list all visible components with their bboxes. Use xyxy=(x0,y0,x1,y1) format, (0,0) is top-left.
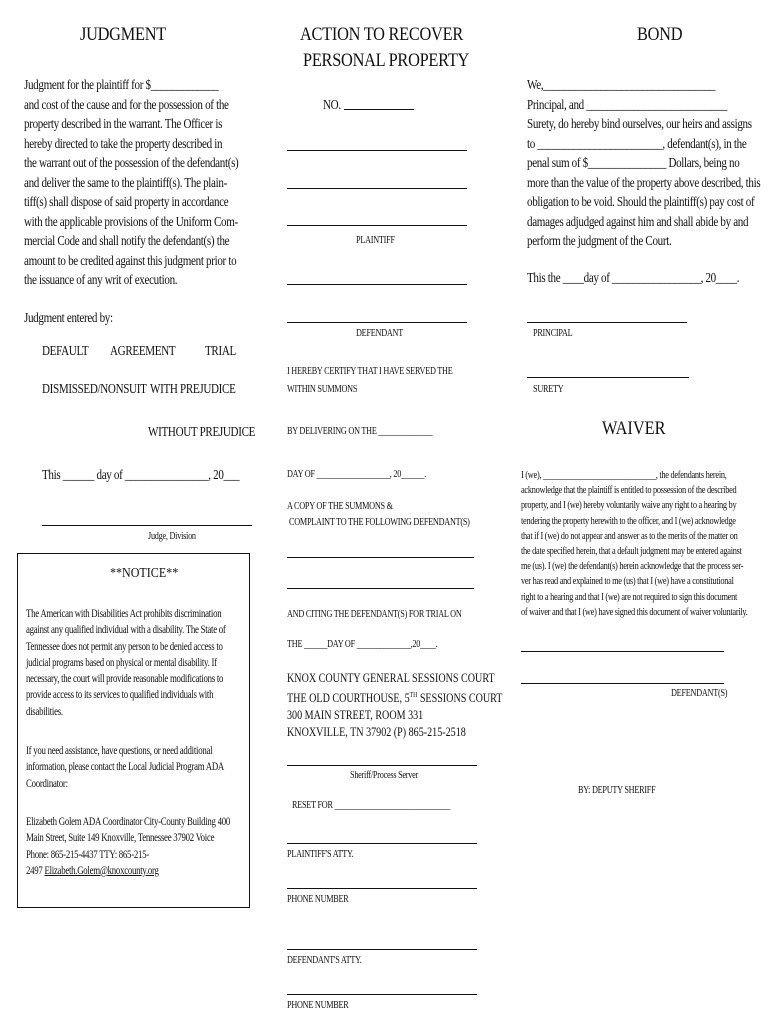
waiver-line: the date specified herein, that a default judgment may be entered against xyxy=(521,546,742,558)
defendant-atty-line[interactable] xyxy=(287,949,477,950)
notice-line xyxy=(26,863,230,879)
waiver-line: property, and I (we) hereby voluntarily waive any right to a hearing by xyxy=(521,500,737,512)
waiver-line: right to a hearing and that I (we) are not required to sign this document xyxy=(521,591,738,603)
served-defendant-line-2[interactable] xyxy=(287,588,474,589)
court-building: THE OLD COURTHOUSE, 5TH SESSIONS COURT xyxy=(287,691,503,706)
surety-signature-line[interactable] xyxy=(527,377,689,378)
plaintiff-phone-label: PHONE NUMBER xyxy=(287,894,349,905)
waiver-line: me (us). I (we) the defendant(s) herein acknowledge that the process ser- xyxy=(521,561,744,573)
principal-label: PRINCIPAL xyxy=(533,328,573,339)
waiver-line: of waiver and that I (we) have signed this document of waiver voluntarily. xyxy=(521,606,748,618)
plaintiff-line-2[interactable] xyxy=(287,188,467,189)
certify-line-2: WITHIN SUMMONS xyxy=(287,384,358,395)
notice-line: Tennessee does not permit any person to be denied access to xyxy=(26,640,223,653)
option-without-prejudice[interactable]: WITHOUT PREJUDICE xyxy=(148,424,256,439)
judgment-line: the issuance of any writ of execution. xyxy=(24,272,178,287)
waiver-paragraph xyxy=(521,468,770,620)
plaintiff-line-3[interactable] xyxy=(287,225,467,226)
court-city-phone: KNOXVILLE, TN 37902 (P) 865-215-2518 xyxy=(287,725,466,740)
notice-line: necessary, the court will provide reasonable modifications to xyxy=(26,673,224,686)
option-with-prejudice[interactable]: WITH PREJUDICE xyxy=(150,381,236,396)
notice-line: Phone: 865-215-4437 TTY: 865-215- xyxy=(26,848,149,861)
case-number-label: NO. xyxy=(323,97,341,112)
waiver-defendant-line-1[interactable] xyxy=(521,651,724,652)
waiver-line: acknowledge that the plaintiff is entitled to possession of the described xyxy=(521,485,737,497)
judge-signature-line[interactable] xyxy=(42,525,252,526)
judge-division-label: Judge, Division xyxy=(148,531,196,542)
plaintiff-line-1[interactable] xyxy=(287,150,467,151)
judgment-line: property described in the warrant. The Officer is xyxy=(24,116,223,131)
court-street: 300 MAIN STREET, ROOM 331 xyxy=(287,708,424,723)
notice-line: Coordinator: xyxy=(26,777,68,790)
notice-line: disabilities. xyxy=(26,705,63,718)
notice-phone-suffix: 2497 xyxy=(26,864,45,877)
bond-heading: BOND xyxy=(637,24,683,45)
judgment-line: mercial Code and shall notify the defendant(s) the xyxy=(24,233,230,248)
bond-date-field[interactable]: This the ____day of _________________, 20____. xyxy=(527,270,740,285)
court-address-block xyxy=(287,670,502,741)
bond-line: We,_________________________________ xyxy=(527,77,716,92)
waiver-heading: WAIVER xyxy=(602,418,666,439)
waiver-defendant-line-2[interactable] xyxy=(521,683,724,684)
defendant-phone-label: PHONE NUMBER xyxy=(287,1000,349,1011)
bond-line: penal sum of $_______________ Dollars, being no xyxy=(527,155,740,170)
waiver-line: tendering the property herewith to the officer, and I (we) acknowledge xyxy=(521,515,736,527)
bond-paragraph xyxy=(527,75,770,251)
judgment-line: Judgment for the plaintiff for $_____________ xyxy=(24,77,219,92)
served-defendant-line-1[interactable] xyxy=(287,557,474,558)
bond-line: damages adjudged against him and shall abide by and xyxy=(527,213,749,229)
waiver-defendants-label: DEFENDANT(S) xyxy=(671,688,728,699)
notice-paragraph-1 xyxy=(26,606,282,720)
judgment-line: and deliver the same to the plaintiff(s). The plain- xyxy=(24,174,227,190)
defendant-phone-line[interactable] xyxy=(287,994,477,995)
judgment-paragraph xyxy=(24,75,285,290)
bond-line: perform the judgment of the Court. xyxy=(527,233,672,248)
principal-signature-line[interactable] xyxy=(527,322,687,323)
waiver-line: that if I (we) do not appear and answer as to the merits of the matter on xyxy=(521,530,738,542)
notice-line: against any qualified individual with a disability. The State of xyxy=(26,624,226,637)
judgment-line: tiff(s) shall dispose of said property in accordance xyxy=(24,194,229,209)
copy-summons-line-2: COMPLAINT TO THE FOLLOWING DEFENDANT(S) xyxy=(289,517,470,528)
notice-line: Main Street, Suite 149 Knoxville, Tennessee 37902 Voice xyxy=(26,832,215,845)
option-trial[interactable]: TRIAL xyxy=(205,343,236,358)
bond-line: Surety, do hereby bind ourselves, our heirs and assigns xyxy=(527,116,752,131)
judgment-date-field[interactable]: This ______ day of ________________, 20___ xyxy=(42,467,240,482)
action-heading-line2: PERSONAL PROPERTY xyxy=(303,50,470,71)
notice-line: If you need assistance, have questions, or need additional xyxy=(26,745,213,757)
court-name: KNOX COUNTY GENERAL SESSIONS COURT xyxy=(287,671,495,685)
delivery-day-of-field[interactable]: DAY OF ___________________, 20______. xyxy=(287,469,427,480)
option-dismissed-nonsuit[interactable]: DISMISSED/NONSUIT xyxy=(42,381,147,396)
bond-line: more than the value of the property above described, this xyxy=(527,174,761,190)
waiver-line: ver has read and explained to me (us) that I (we) have a constitutional xyxy=(521,576,734,588)
notice-line: information, please contact the Local Judicial Program ADA xyxy=(26,761,225,774)
sheriff-signature-line[interactable] xyxy=(287,765,477,766)
bond-line: obligation to be void. Should the plaintiff(s) pay cost of xyxy=(527,194,755,209)
surety-label: SURETY xyxy=(533,384,564,395)
notice-line: judicial programs based on physical or mental disability. If xyxy=(26,656,217,669)
defendant-line-2[interactable] xyxy=(287,322,467,323)
defendant-atty-label: DEFENDANT'S ATTY. xyxy=(287,955,362,966)
option-agreement[interactable]: AGREEMENT xyxy=(110,343,176,358)
plaintiff-atty-label: PLAINTIFF'S ATTY. xyxy=(287,849,354,860)
plaintiff-phone-line[interactable] xyxy=(287,888,477,889)
case-number-field[interactable] xyxy=(344,109,414,110)
certify-line-1: I HEREBY CERTIFY THAT I HAVE SERVED THE xyxy=(287,366,453,377)
citing-trial-line: AND CITING THE DEFENDANT(S) FOR TRIAL ON xyxy=(287,609,462,620)
judgment-line: the warrant out of the possession of the defendant(s) xyxy=(24,155,239,170)
notice-paragraph-2 xyxy=(26,743,280,792)
notice-line: provide access to its services to qualified individuals with xyxy=(26,689,214,702)
reset-for-field[interactable]: RESET FOR ______________________________ xyxy=(292,800,451,811)
judgment-line: amount to be credited against this judgment prior to xyxy=(24,252,237,268)
notice-title: **NOTICE** xyxy=(110,566,179,581)
ada-email-link[interactable]: Elizabeth.Golem@knoxcounty.org xyxy=(44,864,159,877)
judgment-entered-by: Judgment entered by: xyxy=(24,310,113,325)
notice-line: The American with Disabilities Act prohibits discrimination xyxy=(26,608,222,620)
judgment-heading: JUDGMENT xyxy=(80,24,166,45)
trial-date-field[interactable]: THE ______DAY OF ______________,20____. xyxy=(287,639,438,650)
plaintiff-atty-line[interactable] xyxy=(287,843,477,844)
bond-line: to ________________________, defendant(s), in the xyxy=(527,135,747,151)
notice-paragraph-3 xyxy=(26,814,288,879)
defendant-label: DEFENDANT xyxy=(356,328,403,339)
copy-summons-line-1: A COPY OF THE SUMMONS & xyxy=(287,501,393,512)
option-default[interactable]: DEFAULT xyxy=(42,343,89,358)
bond-line: Principal, and ___________________________ xyxy=(527,96,727,112)
judgment-line: hereby directed to take the property described in xyxy=(24,135,223,151)
judgment-line: with the applicable provisions of the Uniform Com- xyxy=(24,213,238,229)
delivering-on-field[interactable]: BY DELIVERING ON THE ______________ xyxy=(287,426,433,437)
judgment-line: and cost of the cause and for the possession of the xyxy=(24,96,229,112)
deputy-sheriff-label: BY: DEPUTY SHERIFF xyxy=(578,785,656,796)
plaintiff-label: PLAINTIFF xyxy=(356,235,395,246)
defendant-line-1[interactable] xyxy=(287,284,467,285)
sheriff-process-server-label: Sheriff/Process Server xyxy=(350,770,418,781)
notice-line: Elizabeth Golem ADA Coordinator City-County Building 400 xyxy=(26,816,231,828)
waiver-line: I (we), _____________________________, the defendants herein, xyxy=(521,470,727,481)
action-heading-line1: ACTION TO RECOVER xyxy=(300,24,463,45)
